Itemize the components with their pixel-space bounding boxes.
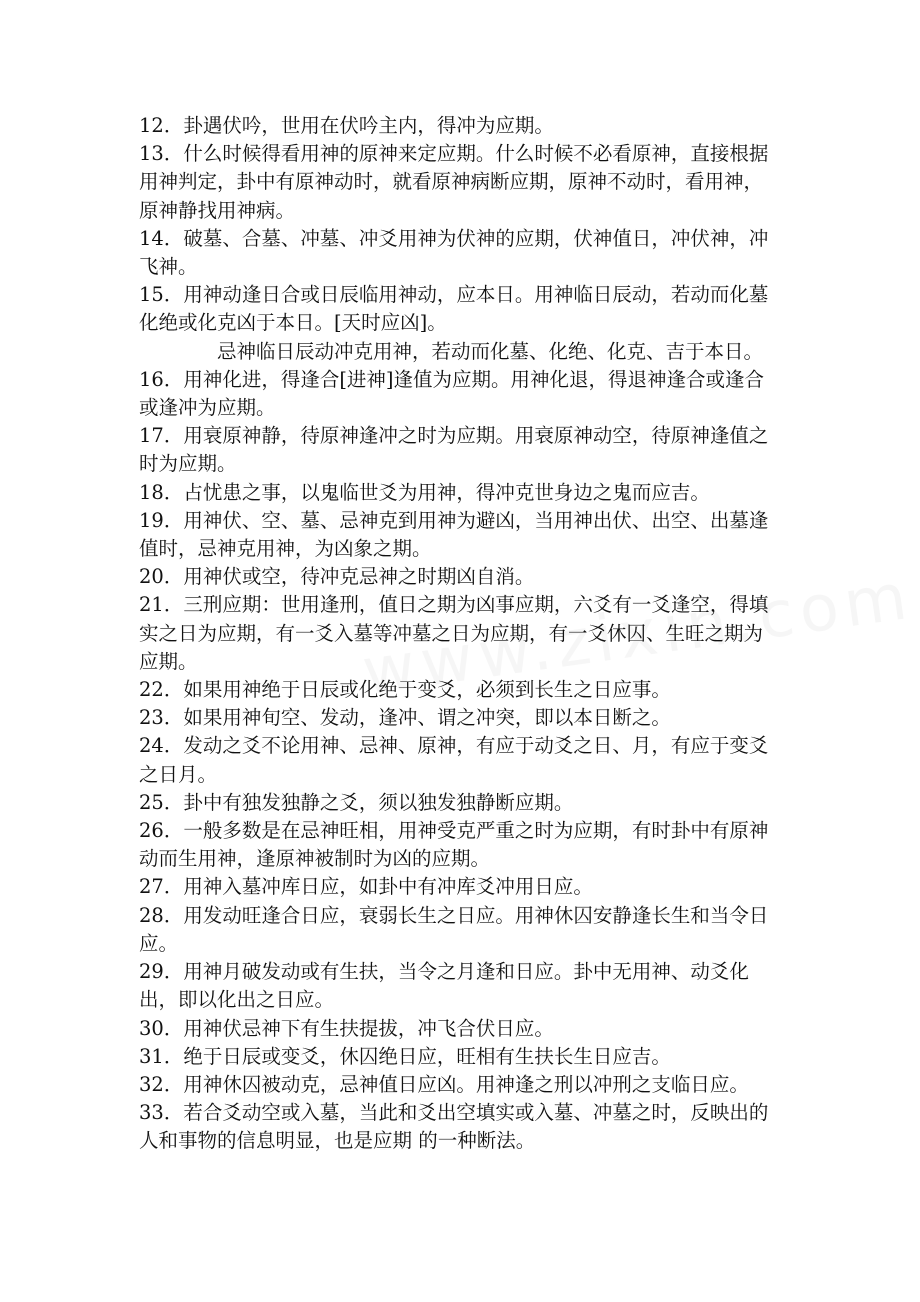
paragraph-15-continued: 忌神临日辰动冲克用神，若动而化墓、化绝、化克、吉于本日。 xyxy=(217,339,764,363)
paragraph-12: 12．卦遇伏吟，世用在伏吟主内，得冲为应期。 xyxy=(139,114,554,137)
paragraph-18: 18．占忧患之事，以鬼临世爻为用神，得冲克世身边之鬼而应吉。 xyxy=(139,480,710,504)
paragraph-23: 23．如果用神旬空、发动，逢冲、谓之冲突，即以本日断之。 xyxy=(139,706,671,730)
paragraph-24: 24．发动之爻不论用神、忌神、原神，有应于动爻之日、月，有应于变爻之日月。 xyxy=(139,734,769,786)
paragraph-30: 30．用神伏忌神下有生扶提拔，冲飞合伏日应。 xyxy=(139,1016,554,1040)
paragraph-16: 16．用神化进，得逢合[进神]逢值为应期。用神化退，得退神逢合或逢合或逢冲为应期。 xyxy=(139,367,765,420)
paragraph-20: 20．用神伏或空，待冲克忌神之时期凶自消。 xyxy=(139,565,535,589)
paragraph-26: 26．一般多数是在忌神旺相，用神受克严重之时为应期，有时卦中有原神动而生用神，逢原神被制时为凶的应期。 xyxy=(139,819,769,871)
paragraph-29: 29．用神月破发动或有生扶，当令之月逢和日应。卦中无用神、动爻化出，即以化出之日应。 xyxy=(139,960,749,1012)
paragraph-33: 33．若合爻动空或入墓，当此和爻出空填实或入墓、冲墓之时，反映出的人和事物的信息明显，也是应期 的一种断法。 xyxy=(139,1101,769,1153)
paragraph-25: 25．卦中有独发独静之爻，须以独发独静断应期。 xyxy=(139,790,574,814)
paragraph-22: 22．如果用神绝于日辰或化绝于变爻，必须到长生之日应事。 xyxy=(139,678,671,702)
paragraph-17: 17．用衰原神静，待原神逢冲之时为应期。用衰原神动空，待原神逢值之时为应期。 xyxy=(139,424,769,476)
paragraph-21: 21．三刑应期：世用逢刑，值日之期为凶事应期，六爻有一爻逢空，得填实之日为应期，有一爻入墓等冲墓之日为应期，有一爻休囚、生旺之期为应期。 xyxy=(139,593,769,673)
paragraph-31: 31．绝于日辰或变爻，休囚绝日应，旺相有生扶长生日应吉。 xyxy=(139,1044,671,1068)
paragraph-19: 19．用神伏、空、墓、忌神克到用神为避凶，当用神出伏、出空、出墓逢值时，忌神克用神，为凶象之期。 xyxy=(139,508,769,561)
document-body xyxy=(139,112,771,1156)
paragraph-27: 27．用神入墓冲库日应，如卦中有冲库爻冲用日应。 xyxy=(139,875,593,899)
paragraph-15: 15．用神动逢日合或日辰临用神动，应本日。用神临日辰动，若动而化墓化绝或化克凶于本日。[天时应凶]。 xyxy=(139,283,769,335)
paragraph-13: 13．什么时候得看用神的原神来定应期。什么时候不必看原神，直接根据用神判定，卦中有原神动时，就看原神病断应期，原神不动时，看用神，原神静找用神病。 xyxy=(139,142,769,222)
paragraph-14: 14．破墓、合墓、冲墓、冲爻用神为伏神的应期，伏神值日，冲伏神，冲飞神。 xyxy=(139,226,769,279)
paragraph-32: 32．用神休囚被动克，忌神值日应凶。用神逢之刑以冲刑之支临日应。 xyxy=(139,1072,749,1096)
paragraph-28: 28．用发动旺逢合日应，衰弱长生之日应。用神休囚安静逢长生和当令日应。 xyxy=(139,903,769,955)
